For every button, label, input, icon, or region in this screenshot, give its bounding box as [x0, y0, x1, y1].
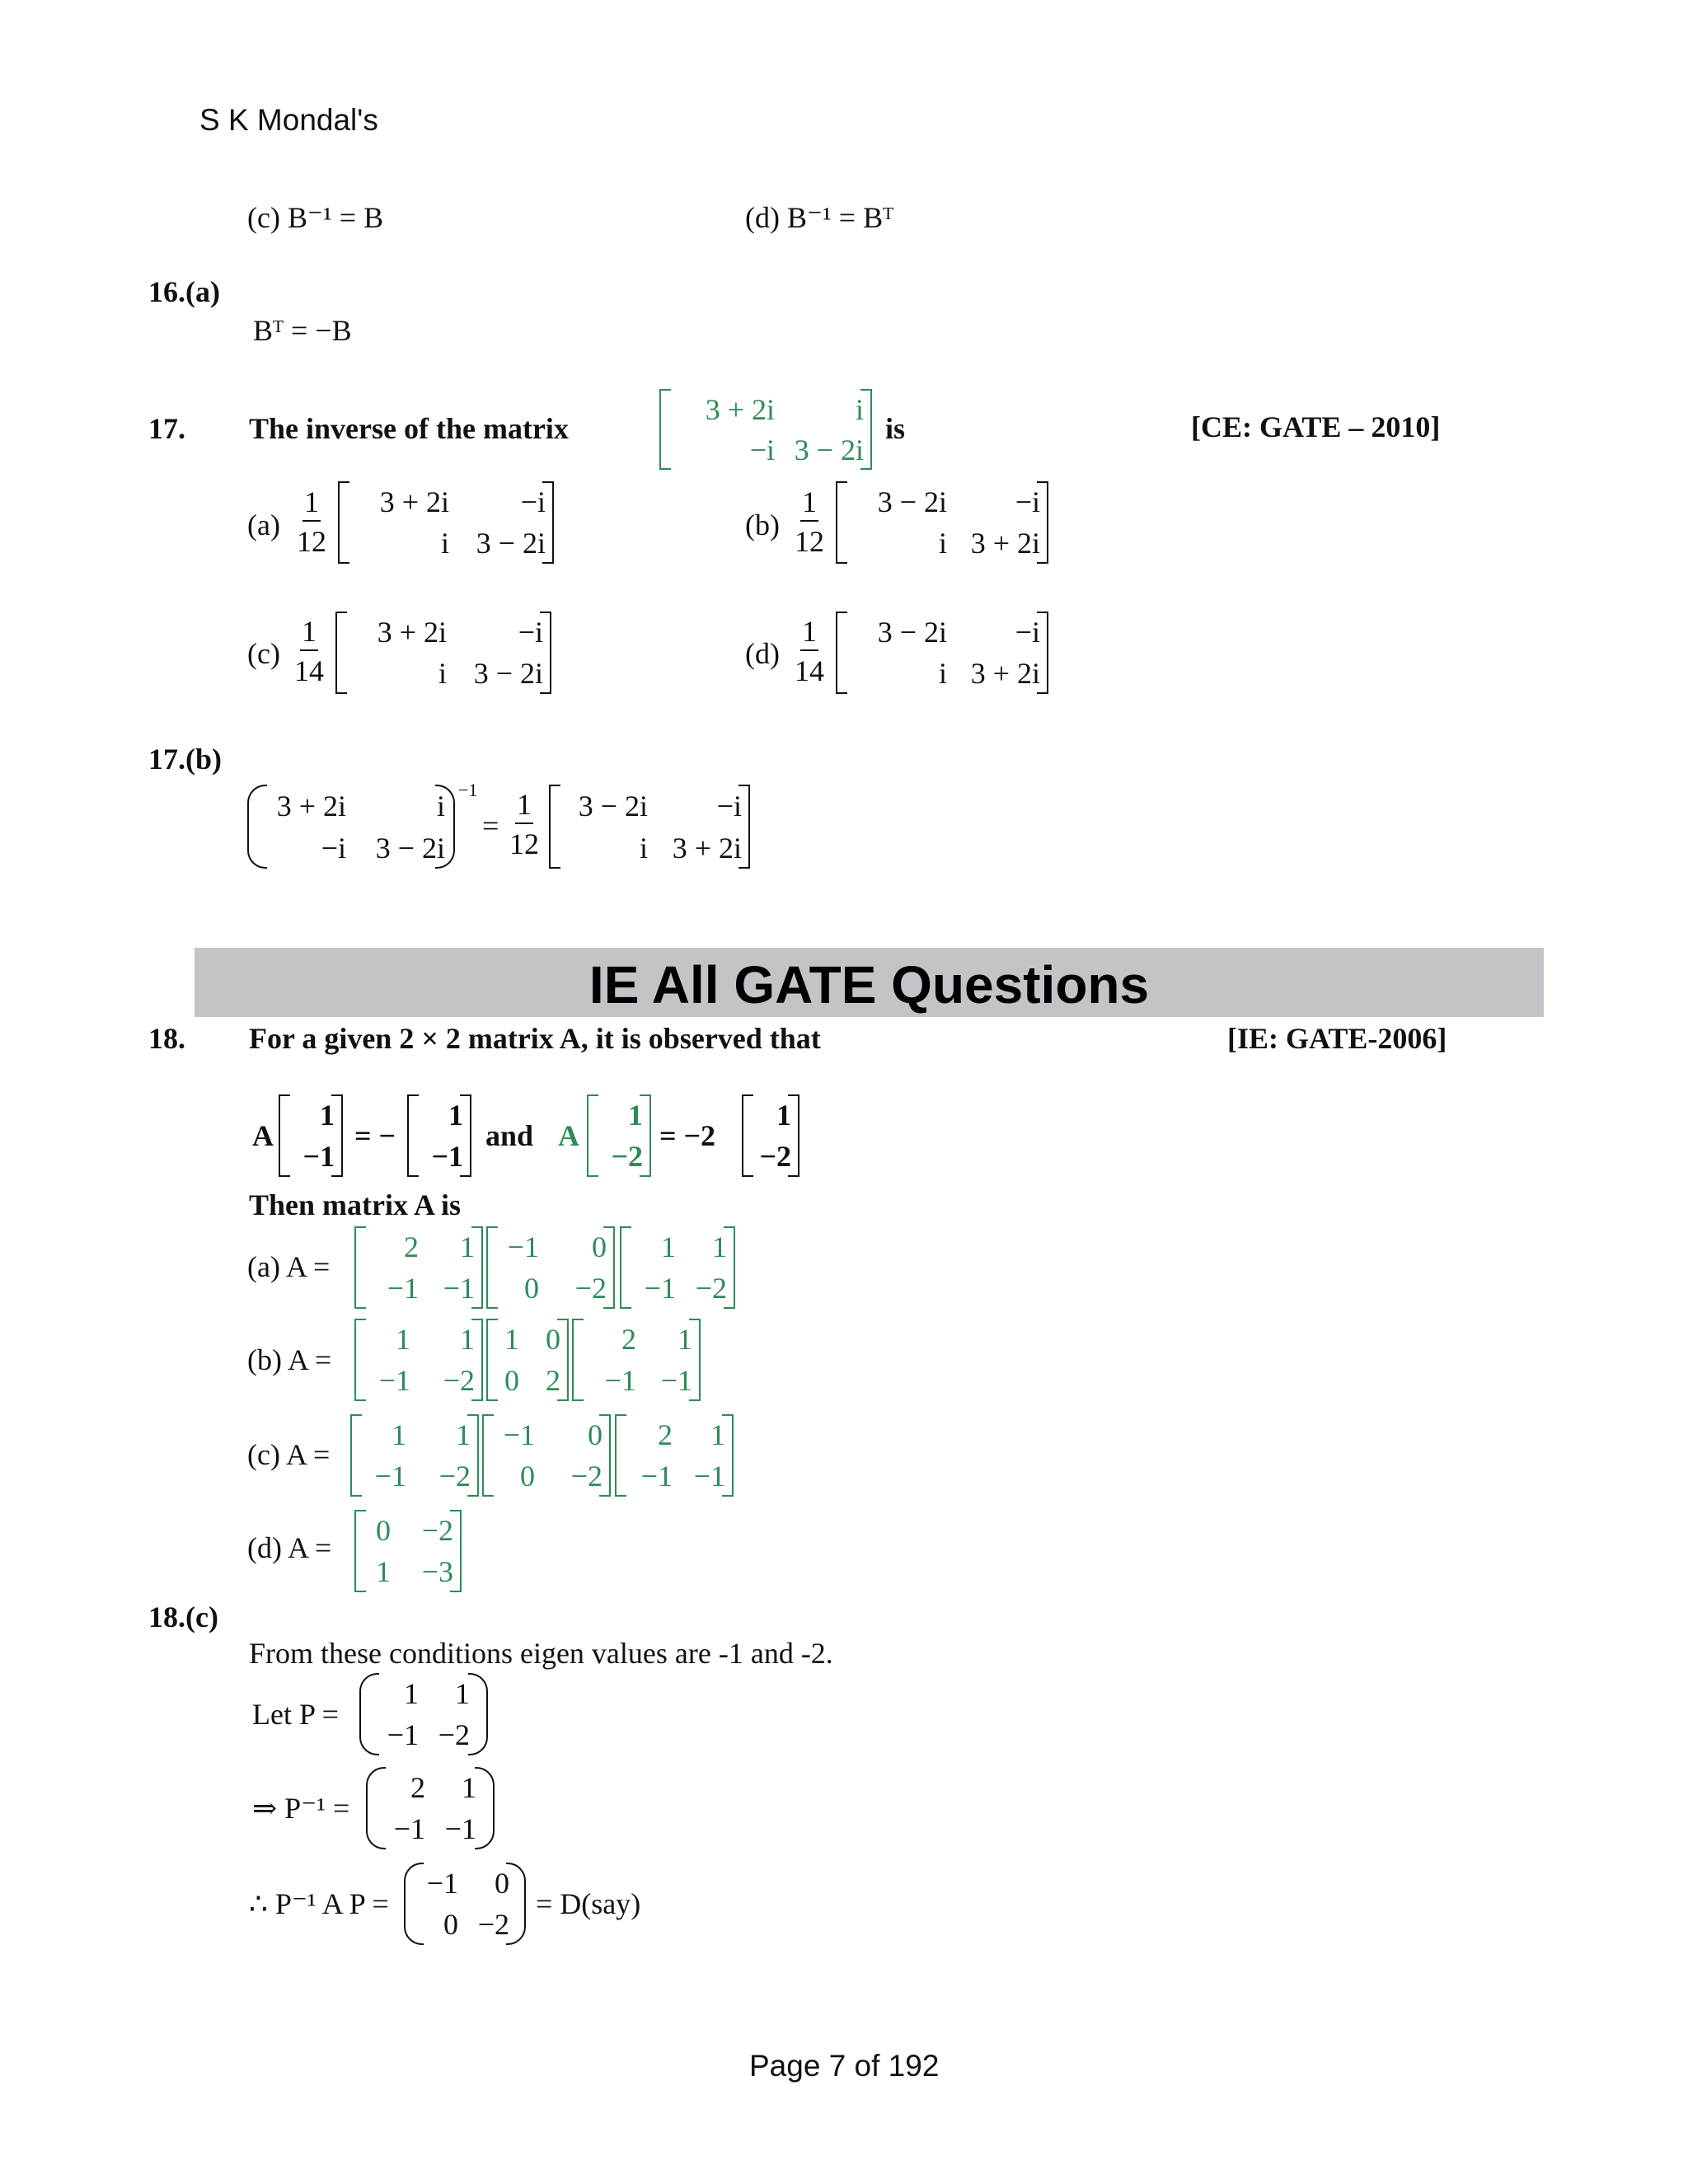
footer-page-number: Page 7 of 192: [749, 2049, 940, 2083]
q17-tag: [CE: GATE – 2010]: [1191, 410, 1441, 443]
q18-solution-implies: ⇒ P⁻¹ =: [252, 1792, 350, 1825]
q17-answer-rhs-matrix: 3 − 2i −i i 3 + 2i: [549, 785, 750, 869]
q18-option-a-matrix-1: 2 1 −1 −1: [354, 1226, 483, 1309]
q18-option-c-matrix-3: 2 1 −1 −1: [615, 1414, 734, 1497]
q18-answer-label: 18.(c): [148, 1601, 218, 1633]
q18-eq2-vector: 1 −2: [587, 1094, 651, 1177]
q18-option-b-matrix-1: 1 1 −1 −2: [354, 1319, 483, 1401]
q17-option-a-label: (a): [247, 509, 280, 541]
q18-option-a-matrix-3: 1 1 −1 −2: [620, 1226, 735, 1309]
q17-option-d-fraction: $\frac{1}{14}$: [795, 615, 824, 687]
header-author: S K Mondal's: [199, 103, 378, 137]
q18-option-b-label: (b) A =: [247, 1343, 332, 1376]
q17-answer-equals: =: [482, 809, 499, 842]
q17-answer-fraction: $\frac{1}{12}$: [509, 788, 539, 860]
q17-answer-lhs-matrix: 3 + 2i i −i 3 − 2i: [247, 785, 455, 869]
q17-option-b-fraction: $\frac{1}{12}$: [795, 485, 824, 558]
q17-option-d-label: (d): [745, 637, 780, 670]
q18-solution-P: 1 1 −1 −2: [359, 1673, 488, 1755]
q18-option-b-matrix-2: 1 0 0 2: [486, 1319, 569, 1401]
q17-option-c-matrix: 3 + 2i −i i 3 − 2i: [335, 612, 551, 694]
q17-option-b-label: (b): [745, 509, 780, 541]
q18-option-a-label: (a) A =: [247, 1250, 331, 1283]
q18-then: Then matrix A is: [249, 1188, 462, 1221]
q17-question-matrix: 3 + 2i i −i 3 − 2i: [659, 389, 872, 470]
q18-eq2-A: A: [558, 1119, 579, 1152]
q16-answer-text: Bᵀ = −B: [253, 314, 352, 347]
q18-solution-line1: From these conditions eigen values are -1 and -2.: [249, 1637, 833, 1670]
q18-solution-let: Let P =: [252, 1698, 339, 1731]
q18-number: 18.: [148, 1022, 185, 1055]
q18-solution-therefore: ∴ P⁻¹ A P =: [249, 1887, 389, 1920]
q16-option-d: (d) B⁻¹ = Bᵀ: [745, 201, 894, 234]
q17-option-a-matrix: 3 + 2i −i i 3 − 2i: [338, 481, 554, 564]
q16-option-c: (c) B⁻¹ = B: [247, 201, 384, 234]
q17-question-suffix: is: [885, 412, 906, 445]
q17-question: The inverse of the matrix: [249, 412, 569, 445]
q17-option-a-fraction: $\frac{1}{12}$: [297, 485, 326, 558]
q18-option-b-matrix-3: 2 1 −1 −1: [572, 1319, 701, 1401]
section-banner: [195, 948, 1544, 1017]
q18-option-c-matrix-2: −1 0 0 −2: [482, 1414, 611, 1497]
q17-option-c-label: (c): [247, 637, 280, 670]
q18-option-a-matrix-2: −1 0 0 −2: [486, 1226, 615, 1309]
q18-option-d-label: (d) A =: [247, 1531, 332, 1564]
q18-option-c-matrix-1: 1 1 −1 −2: [350, 1414, 479, 1497]
q17-number: 17.: [148, 412, 185, 445]
q18-solution-D-say: = D(say): [536, 1887, 641, 1920]
q18-option-d-matrix: 0 −2 1 −3: [354, 1510, 462, 1592]
section-title: IE All GATE Questions: [588, 955, 1150, 1015]
q17-option-c-fraction: $\frac{1}{14}$: [294, 615, 324, 687]
q18-solution-D: −1 0 0 −2: [404, 1863, 526, 1945]
q17-answer-exponent: −1: [458, 780, 478, 800]
q18-eq2-rhs-vector: 1 −2: [742, 1094, 799, 1177]
q18-option-c-label: (c) A =: [247, 1438, 331, 1471]
q18-eq1-relation: = −: [354, 1119, 396, 1152]
q17-option-b-matrix: 3 − 2i −i i 3 + 2i: [836, 481, 1048, 564]
q17-option-d-matrix: 3 − 2i −i i 3 + 2i: [836, 612, 1048, 694]
q18-eq1-vector: 1 −1: [279, 1094, 343, 1177]
q18-eq1-rhs-vector: 1 −1: [407, 1094, 471, 1177]
q17-answer-label: 17.(b): [148, 743, 222, 776]
q18-question: For a given 2 × 2 matrix A, it is observed that: [249, 1022, 821, 1055]
q18-and: and: [485, 1119, 534, 1152]
q18-tag: [IE: GATE-2006]: [1227, 1022, 1447, 1055]
q18-eq2-relation: = −2: [659, 1119, 716, 1152]
q18-eq1-A: A: [252, 1119, 274, 1152]
q18-solution-P-inverse: 2 1 −1 −1: [366, 1767, 495, 1849]
q16-answer-label: 16.(a): [148, 275, 220, 308]
